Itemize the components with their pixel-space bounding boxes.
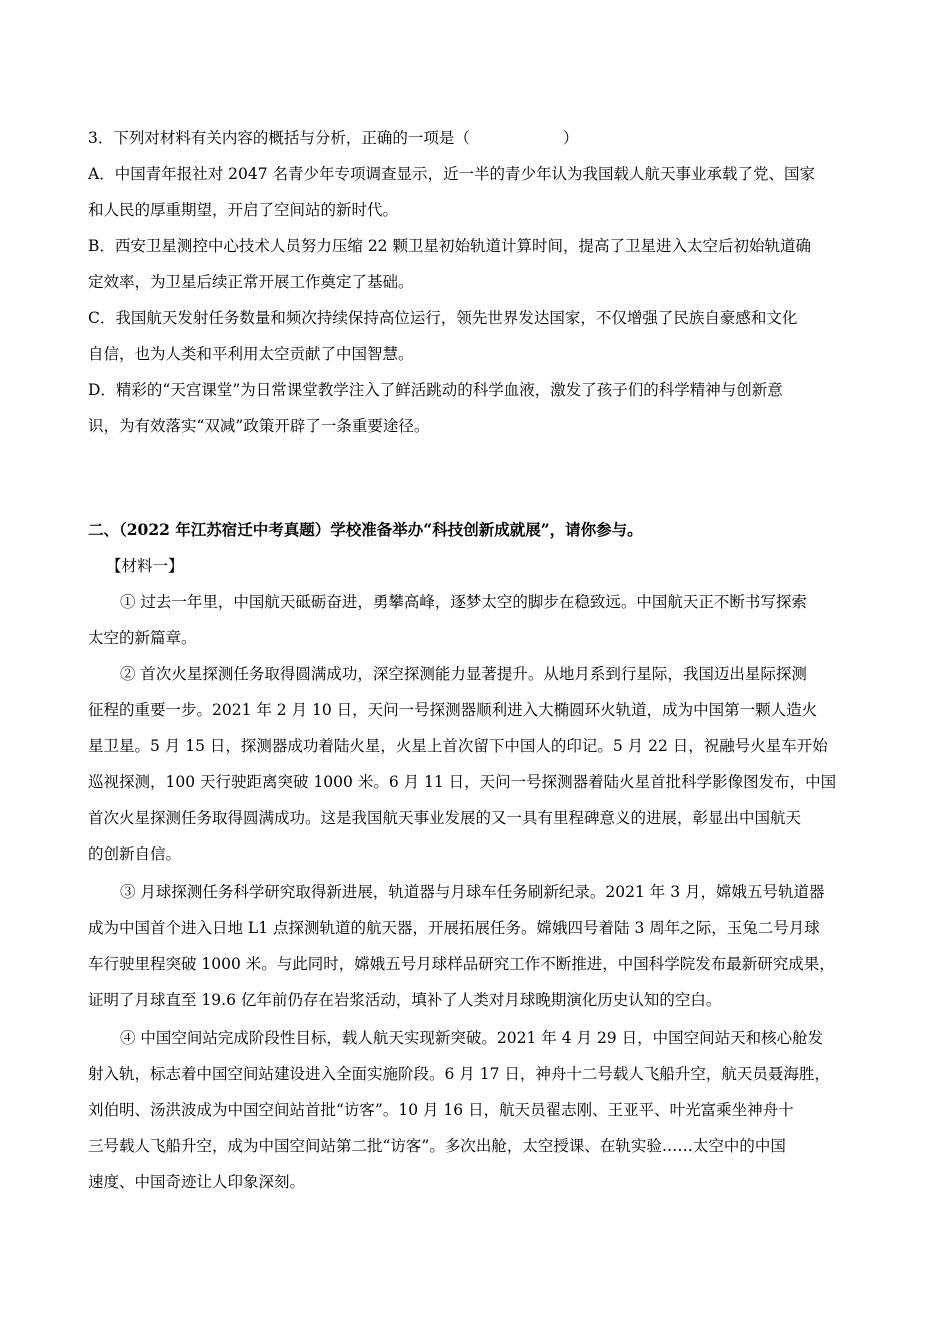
option-c-line-2: 自信，也为人类和平利用太空贡献了中国智慧。 bbox=[88, 345, 414, 363]
paragraph-4-line-5: 速度、中国奇迹让人印象深刻。 bbox=[88, 1173, 306, 1191]
paragraph-4-line-4: 三号载人飞船升空，成为中国空间站第二批“访客”。多次出舱，太空授课、在轨实验……太空中的中国 bbox=[88, 1137, 786, 1155]
paragraph-3-line-2: 成为中国首个进入日地 L1 点探测轨道的航天器，开展拓展任务。嫦娥四号着陆 3 周年之际，玉兔二号月球 bbox=[88, 919, 820, 937]
paragraph-2-line-2: 征程的重要一步。2021 年 2 月 10 日，天问一号探测器顺利进入大椭圆环火轨道，成为中国第一颗人造火 bbox=[88, 701, 818, 719]
option-c-line-1: C．我国航天发射任务数量和频次持续保持高位运行，领先世界发达国家，不仅增强了民族自豪感和文化 bbox=[88, 309, 798, 327]
option-d-line-2: 识，为有效落实“双减”政策开辟了一条重要途径。 bbox=[88, 417, 430, 435]
material-one-label: 【材料一】 bbox=[106, 557, 184, 575]
paragraph-4-line-1: ④ 中国空间站完成阶段性目标，载人航天实现新突破。2021 年 4 月 29 日，中国空间站天和核心舱发 bbox=[120, 1029, 824, 1047]
paragraph-4-line-2: 射入轨，标志着中国空间站建设进入全面实施阶段。6 月 17 日，神舟十二号载人飞船升空，航天员聂海胜， bbox=[88, 1065, 830, 1083]
option-a-line-1: A．中国青年报社对 2047 名青少年专项调查显示，近一半的青少年认为我国载人航天事业承载了党、国家 bbox=[88, 165, 815, 183]
paragraph-1-line-1: ① 过去一年里，中国航天砥砺奋进，勇攀高峰，逐梦太空的脚步在稳致远。中国航天正不断书写探索 bbox=[120, 593, 807, 611]
option-b-line-2: 定效率，为卫星后续正常开展工作奠定了基础。 bbox=[88, 273, 414, 291]
paragraph-3-line-3: 车行驶里程突破 1000 米。与此同时，嫦娥五号月球样品研究工作不断推进，中国科学院发布最新研究成果， bbox=[88, 955, 835, 973]
option-b-line-1: B．西安卫星测控中心技术人员努力压缩 22 颗卫星初始轨道计算时间，提高了卫星进入太空后初始轨道确 bbox=[88, 237, 811, 255]
paragraph-3-line-4: 证明了月球直至 19.6 亿年前仍存在岩浆活动，填补了人类对月球晚期演化历史认知的空白。 bbox=[88, 991, 722, 1009]
paragraph-2-line-5: 首次火星探测任务取得圆满成功。这是我国航天事业发展的又一具有里程碑意义的进展，彰显出中国航天 bbox=[88, 809, 802, 827]
paragraph-1-line-2: 太空的新篇章。 bbox=[88, 629, 197, 647]
paragraph-2-line-6: 的创新自信。 bbox=[88, 845, 182, 863]
paragraph-4-line-3: 刘伯明、汤洪波成为中国空间站首批“访客”。10 月 16 日，航天员翟志刚、王亚平、叶光富乘坐神舟十 bbox=[88, 1101, 794, 1119]
option-d-line-1: D．精彩的“天宫课堂”为日常课堂教学注入了鲜活跳动的科学血液，激发了孩子们的科学精神与创新意 bbox=[88, 381, 783, 399]
question-3-stem: 3．下列对材料有关内容的概括与分析，正确的一项是（ ） bbox=[88, 129, 579, 147]
paragraph-3-line-1: ③ 月球探测任务科学研究取得新进展，轨道器与月球车任务刷新纪录。2021 年 3 月，嫦娥五号轨道器 bbox=[120, 883, 825, 901]
paragraph-2-line-3: 星卫星。5 月 15 日，探测器成功着陆火星，火星上首次留下中国人的印记。5 月 22 日，祝融号火星车开始 bbox=[88, 737, 828, 755]
paragraph-2-line-4: 巡视探测，100 天行驶距离突破 1000 米。6 月 11 日，天问一号探测器着陆火星首批科学影像图发布，中国 bbox=[88, 773, 837, 791]
section-2-heading: 二、（2022 年江苏宿迁中考真题）学校准备举办“科技创新成就展”，请你参与。 bbox=[88, 520, 643, 539]
paragraph-2-line-1: ② 首次火星探测任务取得圆满成功，深空探测能力显著提升。从地月系到行星际，我国迈出星际探测 bbox=[120, 665, 807, 683]
option-a-line-2: 和人民的厚重期望，开启了空间站的新时代。 bbox=[88, 201, 399, 219]
